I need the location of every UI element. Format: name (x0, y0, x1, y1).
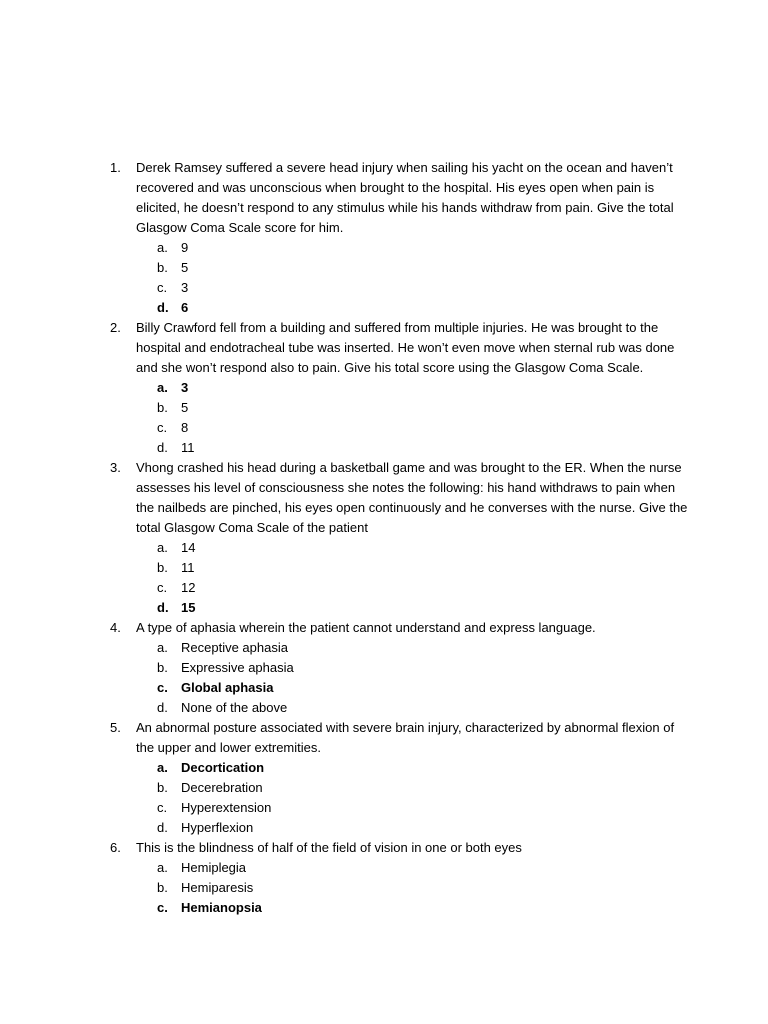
option-a (0, 758, 768, 778)
option-letter: b. (157, 880, 168, 895)
option-list (0, 538, 768, 618)
option-text: 14 (181, 540, 196, 555)
question-number: 2. (110, 320, 121, 335)
option-c (0, 898, 768, 918)
option-text: 8 (181, 420, 189, 435)
option-letter: b. (157, 660, 168, 675)
option-letter: c. (157, 900, 168, 915)
option-letter: a. (157, 240, 168, 255)
option-text: None of the above (181, 700, 288, 715)
option-letter: d. (157, 440, 168, 455)
option-letter: c. (157, 580, 168, 595)
question-number: 3. (110, 460, 121, 475)
option-text: 3 (181, 380, 189, 395)
option-text: Hemianopsia (181, 900, 262, 915)
question-row (0, 458, 768, 538)
option-letter: c. (157, 680, 168, 695)
option-letter: b. (157, 260, 168, 275)
option-text: 15 (181, 600, 196, 615)
question-row (0, 618, 768, 638)
option-letter: c. (157, 280, 168, 295)
option-text: Receptive aphasia (181, 640, 288, 655)
question-text: This is the blindness of half of the field of vision in one or both eyes (136, 840, 522, 855)
option-b (0, 558, 768, 578)
option-text: 3 (181, 280, 189, 295)
question-5 (0, 718, 768, 838)
option-letter: a. (157, 540, 168, 555)
question-number: 6. (110, 840, 121, 855)
option-b (0, 258, 768, 278)
option-list (0, 378, 768, 458)
option-letter: d. (157, 300, 169, 315)
option-a (0, 378, 768, 398)
option-a (0, 638, 768, 658)
option-b (0, 778, 768, 798)
question-text: A type of aphasia wherein the patient cannot understand and express language. (136, 620, 596, 635)
option-a (0, 858, 768, 878)
option-letter: d. (157, 600, 169, 615)
question-number: 1. (110, 160, 121, 175)
question-1 (0, 158, 768, 318)
option-d (0, 598, 768, 618)
option-text: 5 (181, 400, 189, 415)
option-letter: a. (157, 760, 168, 775)
option-letter: b. (157, 780, 168, 795)
option-text: Expressive aphasia (181, 660, 294, 675)
option-list (0, 758, 768, 838)
option-list (0, 858, 768, 918)
option-letter: d. (157, 820, 168, 835)
option-text: Decerebration (181, 780, 263, 795)
question-text: Billy Crawford fell from a building and suffered from multiple injuries. He was brought to the hospital and endotracheal tube was inserted. He won’t even move when sternal rub was done and she won’t respond also to pain. Give his total score using the Glasgow Coma Scale. (136, 320, 675, 375)
quiz-list (0, 158, 768, 918)
option-c (0, 678, 768, 698)
option-b (0, 398, 768, 418)
question-text: An abnormal posture associated with severe brain injury, characterized by abnormal flexion of the upper and lower extremities. (136, 720, 675, 755)
option-c (0, 578, 768, 598)
question-row (0, 158, 768, 238)
question-row (0, 718, 768, 758)
option-text: Global aphasia (181, 680, 274, 695)
question-number: 4. (110, 620, 121, 635)
option-letter: b. (157, 400, 168, 415)
option-text: 9 (181, 240, 189, 255)
option-c (0, 798, 768, 818)
option-text: Hemiplegia (181, 860, 247, 875)
option-list (0, 238, 768, 318)
option-letter: a. (157, 380, 168, 395)
question-text: Vhong crashed his head during a basketball game and was brought to the ER. When the nurse assesses his level of consciousness she notes the following: his hand withdraws to pain when the nailbeds are pinched, his eyes open continuously and he converses with the nurse. Give the total Glasgow Coma Scale of the patient (136, 460, 688, 535)
question-text: Derek Ramsey suffered a severe head injury when sailing his yacht on the ocean and haven’t recovered and was unconscious when brought to the hospital. His eyes open when pain is elicited, he doesn’t respond to any stimulus while his hands withdraw from pain. Give the total Glasgow Coma Scale score for him. (136, 160, 674, 235)
question-6 (0, 838, 768, 918)
option-letter: d. (157, 700, 168, 715)
option-text: 6 (181, 300, 189, 315)
option-c (0, 278, 768, 298)
question-3 (0, 458, 768, 618)
option-text: 11 (181, 560, 195, 575)
option-d (0, 698, 768, 718)
option-b (0, 658, 768, 678)
option-text: Hyperextension (181, 800, 272, 815)
option-text: Decortication (181, 760, 265, 775)
option-letter: c. (157, 420, 168, 435)
option-list (0, 638, 768, 718)
option-letter: c. (157, 800, 168, 815)
option-a (0, 538, 768, 558)
option-d (0, 438, 768, 458)
option-letter: b. (157, 560, 168, 575)
question-2 (0, 318, 768, 458)
option-text: Hyperflexion (181, 820, 254, 835)
option-text: 12 (181, 580, 196, 595)
option-d (0, 818, 768, 838)
question-row (0, 318, 768, 378)
option-d (0, 298, 768, 318)
option-a (0, 238, 768, 258)
option-text: Hemiparesis (181, 880, 254, 895)
question-row (0, 838, 768, 858)
question-number: 5. (110, 720, 121, 735)
option-b (0, 878, 768, 898)
option-letter: a. (157, 640, 168, 655)
option-letter: a. (157, 860, 168, 875)
option-c (0, 418, 768, 438)
question-4 (0, 618, 768, 718)
option-text: 5 (181, 260, 189, 275)
option-text: 11 (181, 440, 195, 455)
